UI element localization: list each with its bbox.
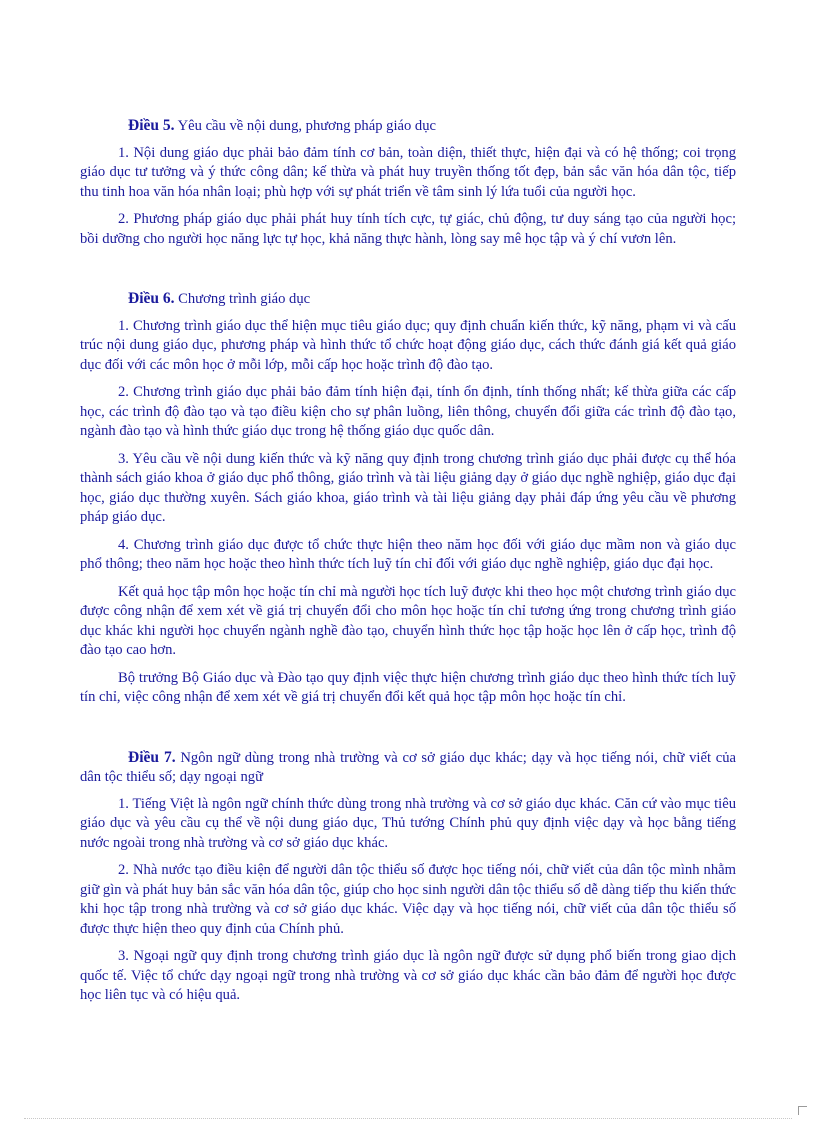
article-paragraph: 3. Yêu cầu về nội dung kiến thức và kỹ năng quy định trong chương trình giáo dục phải được cụ thể hóa thành sách giáo khoa ở giáo dục phổ thông, giáo trình và tài liệu giảng dạy ở giáo dục nghề nghiệp, giáo dục đại học, giáo dục thường xuyên. Sách giáo khoa, giáo trình và tài liệu giảng dạy phải đáp ứng yêu cầu về phương pháp giáo dục. bbox=[80, 450, 736, 525]
article-paragraph: 2. Chương trình giáo dục phải bảo đảm tính hiện đại, tính ổn định, tính thống nhất; kế thừa giữa các cấp học, các trình độ đào tạo và tạo điều kiện cho sự phân luồng, liên thông, chuyển đổi giữa các trình độ đào tạo, ngành đào tạo và hình thức giáo dục trong hệ thống giáo dục quốc dân. bbox=[80, 384, 736, 439]
article-7 bbox=[80, 748, 736, 1006]
article-label: Điều 7. bbox=[128, 748, 176, 766]
page-bottom-rule bbox=[24, 1118, 792, 1119]
article-paragraph: Bộ trưởng Bộ Giáo dục và Đào tạo quy định việc thực hiện chương trình giáo dục theo hình thức tích luỹ tín chỉ, việc công nhận để xem xét về giá trị chuyển đổi kết quả học tập môn học hoặc tín chỉ. bbox=[80, 669, 736, 705]
article-heading bbox=[80, 748, 736, 788]
article-label: Điều 5. bbox=[128, 117, 175, 134]
article-paragraph: 4. Chương trình giáo dục được tổ chức thực hiện theo năm học đối với giáo dục mầm non và giáo dục phổ thông; theo năm học hoặc theo hình thức tích luỹ tín chỉ đối với giáo dục nghề nghiệp, giáo dục đại học. bbox=[80, 536, 736, 572]
article-heading bbox=[80, 116, 736, 137]
article-paragraph: 1. Tiếng Việt là ngôn ngữ chính thức dùng trong nhà trường và cơ sở giáo dục khác. Căn cứ vào mục tiêu giáo dục và yêu cầu cụ thể về nội dung giáo dục, Thủ tướng Chính phủ quy định việc dạy và học bằng tiếng nước ngoài trong nhà trường và cơ sở giáo dục khác. bbox=[80, 795, 736, 851]
article-title: Ngôn ngữ dùng trong nhà trường và cơ sở giáo dục khác; dạy và học tiếng nói, chữ viết của dân tộc thiểu số; dạy ngoại ngữ bbox=[80, 749, 736, 785]
article-6 bbox=[80, 289, 736, 708]
article-title: Chương trình giáo dục bbox=[178, 291, 311, 307]
article-paragraph: 3. Ngoại ngữ quy định trong chương trình giáo dục là ngôn ngữ được sử dụng phổ biến trong giao dịch quốc tế. Việc tổ chức dạy ngoại ngữ trong nhà trường và cơ sở giáo dục khác cần bảo đảm để người học được học liên tục và có hiệu quả. bbox=[80, 948, 736, 1003]
article-paragraph: 2. Nhà nước tạo điều kiện để người dân tộc thiểu số được học tiếng nói, chữ viết của dân tộc mình nhằm giữ gìn và phát huy bản sắc văn hóa dân tộc, giúp cho học sinh người dân tộc thiểu số dễ dàng tiếp thu kiến thức khi học tập trong nhà trường và cơ sở giáo dục khác. Việc dạy và học tiếng nói, chữ viết của dân tộc thiểu số được thực hiện theo quy định của Chính phủ. bbox=[80, 862, 736, 937]
article-paragraph: 2. Phương pháp giáo dục phải phát huy tính tích cực, tự giác, chủ động, tư duy sáng tạo của người học; bồi dưỡng cho người học năng lực tự học, khả năng thực hành, lòng say mê học tập và ý chí vươn lên. bbox=[80, 211, 736, 247]
article-paragraph: 1. Nội dung giáo dục phải bảo đảm tính cơ bản, toàn diện, thiết thực, hiện đại và có hệ thống; coi trọng giáo dục tư tưởng và ý thức công dân; kế thừa và phát huy truyền thống tốt đẹp, bản sắc văn hóa dân tộc, tiếp thu tinh hoa văn hóa nhân loại; phù hợp với sự phát triển về tâm sinh lý lứa tuổi của người học. bbox=[80, 144, 736, 200]
article-title: Yêu cầu về nội dung, phương pháp giáo dục bbox=[177, 118, 436, 134]
article-heading bbox=[80, 289, 736, 310]
article-label: Điều 6. bbox=[128, 290, 175, 307]
article-5 bbox=[80, 116, 736, 249]
article-paragraph: Kết quả học tập môn học hoặc tín chỉ mà người học tích luỹ được khi theo học một chương trình giáo dục được công nhận để xem xét về giá trị chuyển đổi cho môn học hoặc tín chỉ tương ứng trong chương trình giáo dục khác khi người học chuyển ngành nghề đào tạo, chuyển hình thức học tập hoặc học lên ở cấp học, trình độ đào tạo cao hơn. bbox=[80, 583, 736, 658]
article-paragraph: 1. Chương trình giáo dục thể hiện mục tiêu giáo dục; quy định chuẩn kiến thức, kỹ năng, phạm vi và cấu trúc nội dung giáo dục, phương pháp và hình thức tổ chức hoạt động giáo dục, cách thức đánh giá kết quả giáo dục đối với các môn học ở mỗi lớp, mỗi cấp học hoặc trình độ đào tạo. bbox=[80, 317, 736, 373]
page-corner-mark bbox=[798, 1106, 807, 1115]
